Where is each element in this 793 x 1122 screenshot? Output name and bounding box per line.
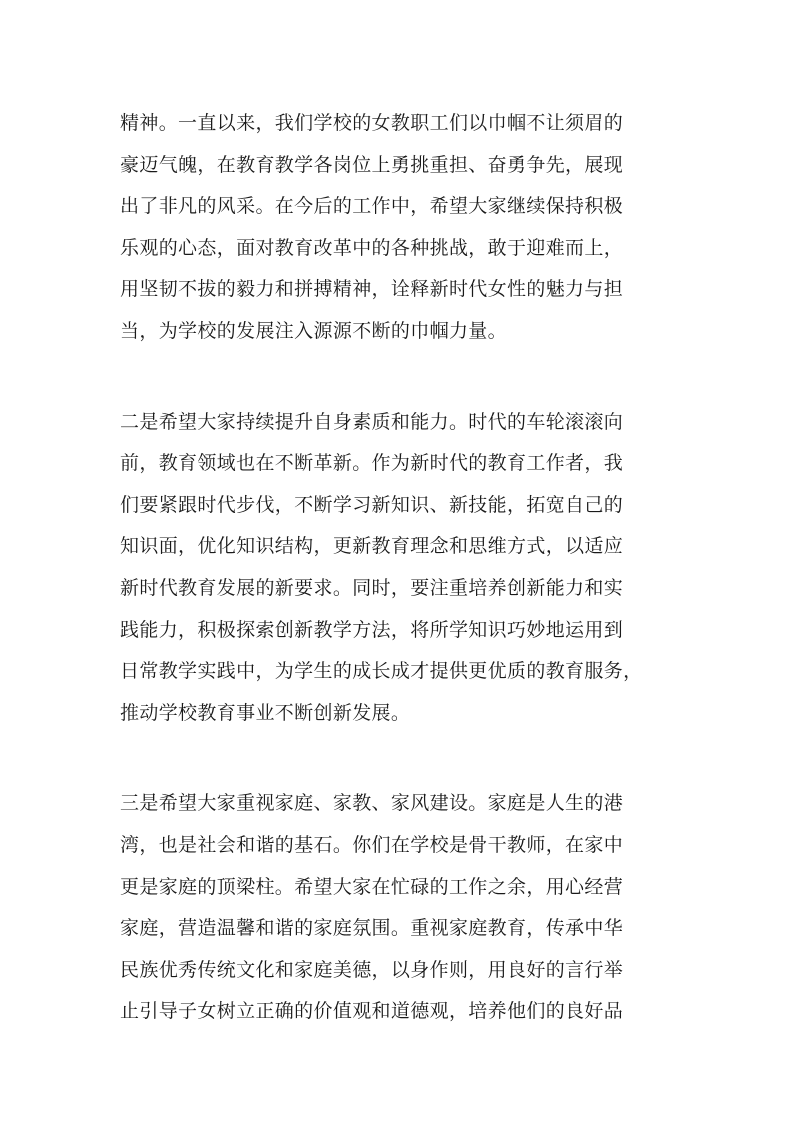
text-line: 推动学校教育事业不断创新发展。	[120, 701, 411, 724]
text-line: 三是希望大家重视家庭、家教、家风建设。家庭是人生的港	[120, 792, 624, 815]
text-line: 出了非凡的风采。在今后的工作中，希望大家继续保持积极	[120, 195, 624, 218]
text-line: 家庭，营造温馨和谐的家庭氛围。重视家庭教育，传承中华	[120, 917, 624, 940]
paragraph-2	[120, 402, 690, 735]
text-line: 乐观的心态，面对教育改革中的各种挑战，敢于迎难而上，	[120, 236, 624, 259]
text-line: 二是希望大家持续提升自身素质和能力。时代的车轮滚滚向	[120, 410, 624, 433]
text-line: 豪迈气魄，在教育教学各岗位上勇挑重担、奋勇争先，展现	[120, 153, 624, 176]
text-line: 践能力，积极探索创新教学方法，将所学知识巧妙地运用到	[120, 618, 624, 641]
text-line: 们要紧跟时代步伐，不断学习新知识、新技能，拓宽自己的	[120, 493, 624, 516]
paragraph-1	[120, 103, 690, 353]
text-line: 当，为学校的发展注入源源不断的巾帼力量。	[120, 319, 508, 342]
paragraph-3	[120, 783, 690, 1033]
paragraph-spacer	[120, 353, 690, 402]
text-line: 用坚韧不拔的毅力和拼搏精神，诠释新时代女性的魅力与担	[120, 278, 624, 301]
text-line: 精神。一直以来，我们学校的女教职工们以巾帼不让须眉的	[120, 112, 624, 134]
document-body	[120, 103, 690, 1033]
text-line: 前，教育领域也在不断革新。作为新时代的教育工作者，我	[120, 452, 624, 475]
text-line: 知识面，优化知识结构，更新教育理念和思维方式，以适应	[120, 535, 624, 558]
text-line: 更是家庭的顶梁柱。希望大家在忙碌的工作之余，用心经营	[120, 875, 624, 898]
text-line: 民族优秀传统文化和家庭美德，以身作则，用良好的言行举	[120, 958, 624, 981]
text-line: 止引导子女树立正确的价值观和道德观，培养他们的良好品	[120, 1000, 624, 1023]
paragraph-spacer	[120, 734, 690, 783]
text-line: 日常教学实践中，为学生的成长成才提供更优质的教育服务，	[120, 660, 643, 683]
text-line: 湾，也是社会和谐的基石。你们在学校是骨干教师，在家中	[120, 833, 624, 856]
text-line: 新时代教育发展的新要求。同时，要注重培养创新能力和实	[120, 576, 624, 599]
